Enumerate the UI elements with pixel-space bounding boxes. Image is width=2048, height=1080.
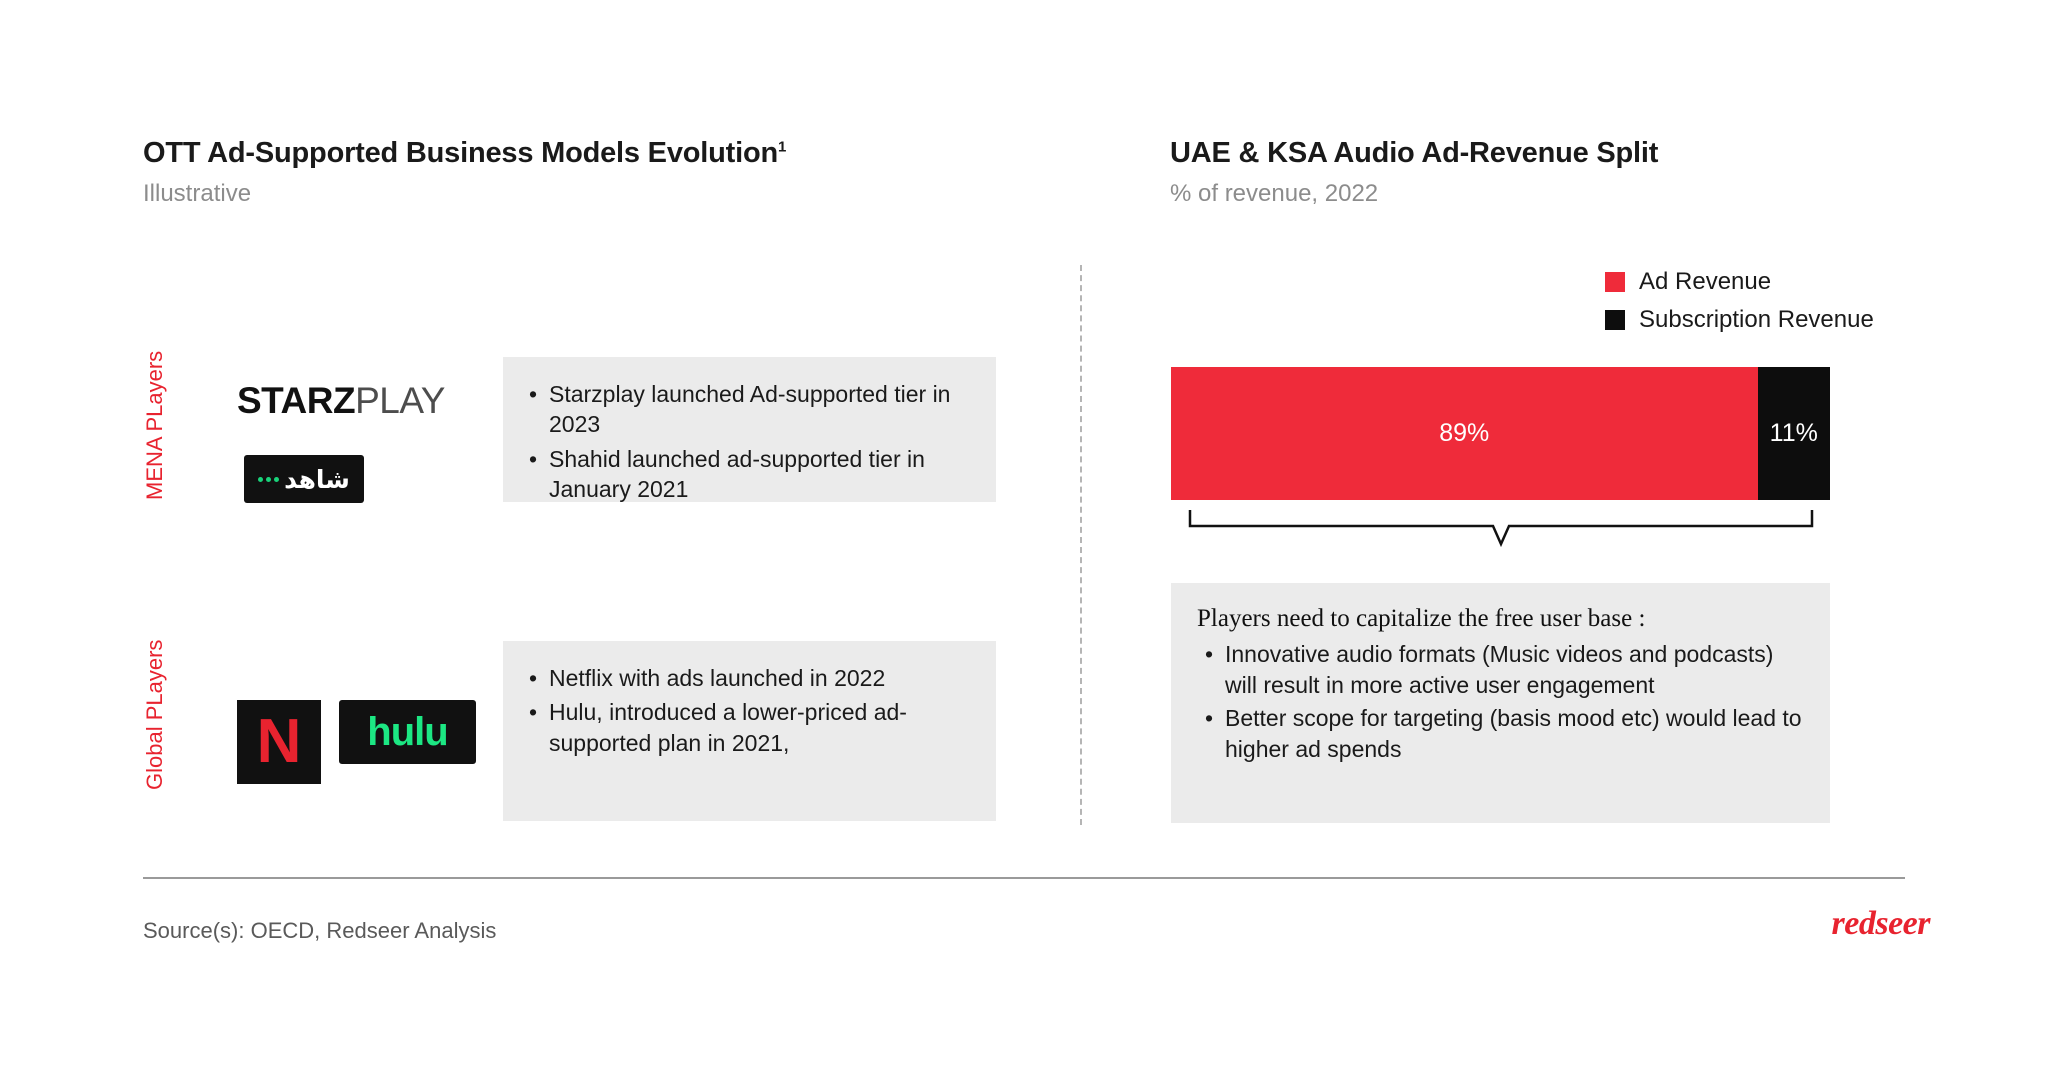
left-panel-title-text: OTT Ad-Supported Business Models Evolution [143, 137, 778, 169]
list-item: • Starzplay launched Ad-supported tier in 2023 [529, 379, 970, 440]
right-panel-subtitle: % of revenue, 2022 [1170, 180, 1379, 207]
mena-callout-box [503, 357, 996, 502]
starzplay-logo-light: PLAY [355, 380, 445, 421]
legend-item-ad-revenue [1605, 268, 1874, 296]
bar-segment-subscription-revenue [1758, 367, 1830, 500]
netflix-logo [237, 700, 321, 784]
panel-divider [1080, 265, 1082, 825]
legend-label-subscription-revenue: Subscription Revenue [1639, 306, 1874, 333]
row-label-mena [142, 350, 168, 500]
brace-icon [1188, 508, 1814, 548]
legend-swatch-subscription-revenue [1605, 310, 1625, 330]
source-note: Source(s): OECD, Redseer Analysis [143, 918, 497, 943]
hulu-logo [339, 700, 476, 764]
shahid-logo-text: شاهد [284, 464, 350, 494]
list-item: • Netflix with ads launched in 2022 [529, 663, 970, 693]
starzplay-logo [237, 380, 445, 422]
bar-segment-ad-revenue [1171, 367, 1758, 500]
bar-label-subscription-revenue: 11% [1769, 419, 1818, 447]
legend-item-subscription-revenue [1605, 306, 1874, 334]
bar-label-ad-revenue: 89% [1439, 419, 1490, 447]
row-label-global [142, 639, 168, 790]
list-item: • Hulu, introduced a lower-priced ad-supported plan in 2021, [529, 697, 970, 758]
row-label-global-line1: Global PLayers [142, 639, 167, 790]
left-panel-title [143, 137, 786, 170]
global-callout-box [503, 641, 996, 821]
hulu-logo-text: hulu [367, 709, 448, 754]
row-label-mena-line1: MENA PLayers [142, 350, 167, 500]
left-panel-subtitle: Illustrative [143, 180, 252, 207]
shahid-logo-dots [258, 477, 279, 482]
list-item: • Innovative audio formats (Music videos and podcasts) will result in more active user engagement [1197, 639, 1804, 700]
audio-callout-heading: Players need to capitalize the free user base : [1197, 605, 1646, 632]
footer-divider [143, 877, 1905, 879]
legend-label-ad-revenue: Ad Revenue [1639, 268, 1772, 295]
global-bullet-list [529, 663, 970, 758]
chart-legend [1605, 268, 1874, 344]
legend-swatch-ad-revenue [1605, 272, 1625, 292]
stacked-bar-chart [1171, 367, 1830, 500]
shahid-logo [244, 455, 364, 503]
left-panel-title-footnote: 1 [777, 138, 787, 156]
list-item: • Shahid launched ad-supported tier in January 2021 [529, 444, 970, 505]
bar-brace [1188, 508, 1814, 548]
starzplay-logo-bold: STARZ [237, 380, 356, 421]
right-panel-title: UAE & KSA Audio Ad-Revenue Split [1170, 137, 1659, 169]
audio-callout-list [1197, 639, 1804, 764]
netflix-logo-text: N [256, 707, 302, 776]
redseer-logo: redseer [1831, 905, 1930, 942]
list-item: • Better scope for targeting (basis mood etc) would lead to higher ad spends [1197, 703, 1804, 764]
mena-bullet-list [529, 379, 970, 504]
audio-callout-box [1171, 583, 1830, 823]
